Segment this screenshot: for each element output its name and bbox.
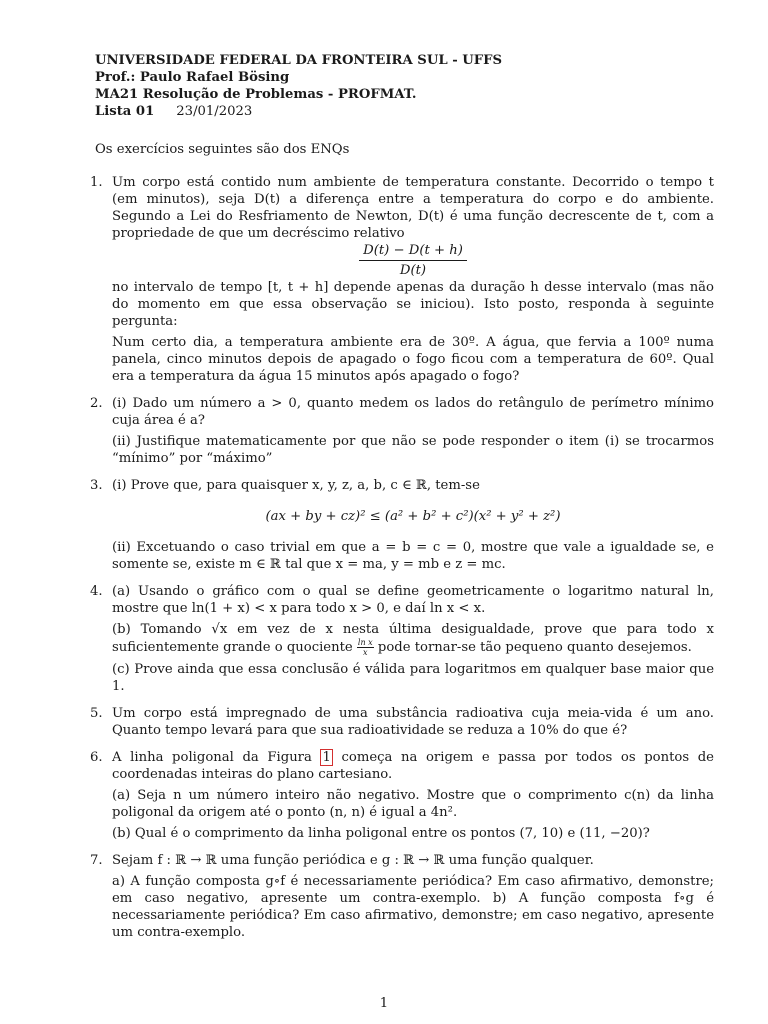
quotient-fraction bbox=[357, 638, 374, 657]
page-number: 1 bbox=[379, 996, 389, 1011]
exercise-part-a: (a) Usando o gráfico com o qual se define geometricamente o logaritmo natural ln, mostre que ln(1 + x) < x para todo x > 0, e daí ln x < x. bbox=[112, 584, 714, 616]
exercise-part-b bbox=[112, 621, 714, 657]
exercise-part-a: (a) Seja n um número inteiro não negativo. Mostre que o comprimento c(n) da linha poligonal da origem até o ponto (n, n) é igual a 4n². bbox=[112, 788, 714, 820]
university-name: UNIVERSIDADE FEDERAL DA FRONTEIRA SUL - UFFS bbox=[95, 53, 503, 68]
list-line bbox=[95, 103, 715, 120]
exercise-number: 2. bbox=[90, 396, 103, 411]
exercise-parts: a) A função composta g∘f é necessariamente periódica? Em caso afirmativo, demonstre; em caso negativo, apresente um contra-exemplo. b) A função composta f∘g é necessariamente periódica? Em caso afirmativo, demonstre; em caso negativo, apresente um contra-exemplo. bbox=[112, 874, 714, 940]
exercise-part-c: (c) Prove ainda que essa conclusão é válida para logaritmos em qualquer base maior que 1. bbox=[112, 662, 714, 694]
part-b-text-end: pode tornar-se tão pequeno quanto desejemos. bbox=[377, 640, 692, 655]
exercise-text-end: começa na origem e passa por todos os pontos de coordenadas inteiras do plano cartesiano. bbox=[112, 750, 714, 782]
exercise-1 bbox=[90, 174, 714, 385]
exercise-3 bbox=[90, 477, 714, 573]
fraction-denominator: D(t) bbox=[399, 263, 427, 278]
exercise-part-i: (i) Dado um número a > 0, quanto medem os lados do retângulo de perímetro mínimo cuja área é a? bbox=[112, 396, 714, 428]
quotient-numerator: ln x bbox=[357, 638, 373, 647]
exercise-6 bbox=[90, 749, 714, 842]
exercise-2 bbox=[90, 395, 714, 467]
professor-name: Prof.: Paulo Rafael Bösing bbox=[95, 70, 290, 85]
exercise-question: Num certo dia, a temperatura ambiente era de 30º. A água, que fervia a 100º numa panela, cinco minutos depois de apagado o fogo ficou com a temperatura de 60º. Qual era a temperatura da água 15 minutos após apagado o fogo? bbox=[112, 335, 714, 384]
exercise-number: 5. bbox=[90, 706, 103, 721]
exercise-number: 1. bbox=[90, 175, 103, 190]
exercise-text: Um corpo está impregnado de uma substância radioativa cuja meia-vida é um ano. Quanto tempo levará para que sua radioatividade se reduza a 10% do que é? bbox=[112, 706, 714, 738]
exercise-number: 4. bbox=[90, 584, 103, 599]
exercise-7 bbox=[90, 852, 714, 941]
exercise-text: Sejam f : ℝ → ℝ uma função periódica e g : ℝ → ℝ uma função qualquer. bbox=[112, 853, 594, 868]
exercise-number: 6. bbox=[90, 750, 103, 765]
exercise-4 bbox=[90, 583, 714, 695]
exercise-part-i: (i) Prove que, para quaisquer x, y, z, a, b, c ∈ ℝ, tem-se bbox=[112, 478, 480, 493]
exercise-list bbox=[90, 174, 714, 941]
fraction bbox=[359, 242, 467, 279]
list-label: Lista 01 bbox=[95, 104, 155, 119]
cauchy-schwarz-equation: (ax + by + cz)² ≤ (a² + b² + c²)(x² + y² + z²) bbox=[265, 509, 561, 524]
exercise-number: 3. bbox=[90, 478, 103, 493]
exercise-text: Um corpo está contido num ambiente de temperatura constante. Decorrido o tempo t (em minutos), seja D(t) a diferença entre a temperatura do corpo e do ambiente. Segundo a Lei do Resfriamento de Newton, D(t) é uma função decrescente de t, com a propriedade de que um decréscimo relativo bbox=[112, 175, 714, 241]
exercise-part-ii: (ii) Justifique matematicamente por que não se pode responder o item (i) se trocarmos “mínimo” por “máximo” bbox=[112, 434, 714, 466]
exercise-part-b: (b) Qual é o comprimento da linha poligonal entre os pontos (7, 10) e (11, −20)? bbox=[112, 826, 650, 841]
part-b-text: (b) Tomando √x em vez de x nesta última desigualdade, prove que para todo x suficientemente grande o quociente bbox=[112, 622, 714, 655]
exercise-5 bbox=[90, 705, 714, 739]
figure-link[interactable]: 1 bbox=[322, 750, 331, 765]
exercise-number: 7. bbox=[90, 853, 103, 868]
exercise-text-start: A linha poligonal da Figura bbox=[112, 750, 312, 765]
exercise-text bbox=[112, 749, 714, 783]
course-title: MA21 Resolução de Problemas - PROFMAT. bbox=[95, 87, 417, 102]
document-header bbox=[95, 52, 715, 120]
relative-decrease-formula bbox=[112, 242, 714, 279]
list-date: 23/01/2023 bbox=[176, 104, 253, 119]
exercise-text-continued: no intervalo de tempo [t, t + h] depende apenas da duração h desse intervalo (mas não do momento em que essa observação se iniciou). Isto posto, responda à seguinte pergunta: bbox=[112, 280, 714, 329]
intro-text: Os exercícios seguintes são dos ENQs bbox=[95, 142, 350, 157]
exercise-part-ii: (ii) Excetuando o caso trivial em que a = b = c = 0, mostre que vale a igualdade se, e somente se, existe m ∈ ℝ tal que x = ma, y = mb e z = mc. bbox=[112, 540, 714, 572]
quotient-denominator: x bbox=[363, 648, 368, 657]
fraction-numerator: D(t) − D(t + h) bbox=[359, 242, 467, 261]
